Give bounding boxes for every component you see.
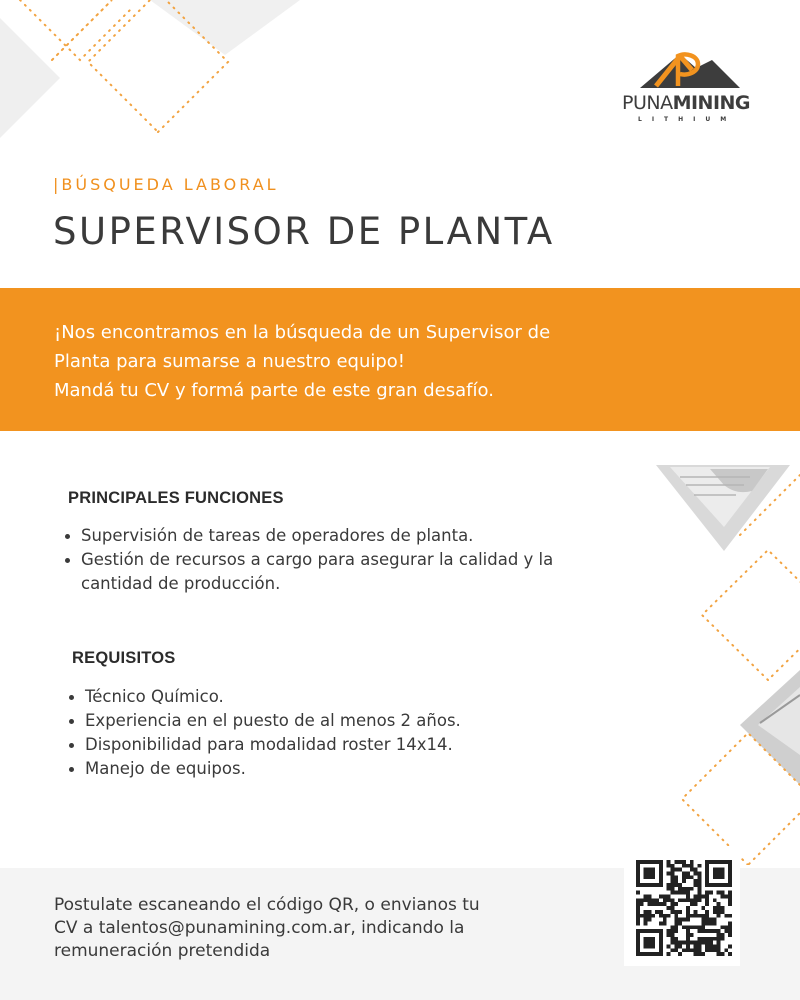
logo-word-mining: MINING — [672, 92, 751, 114]
intro-text — [54, 318, 754, 405]
list-item: Manejo de equipos. — [58, 757, 598, 781]
header-decoration — [0, 0, 330, 140]
intro-line-3: Mandá tu CV y formá parte de este gran desafío. — [54, 380, 494, 401]
page-title: SUPERVISOR DE PLANTA — [53, 210, 555, 253]
punamining-logo — [622, 46, 751, 126]
list-item: Gestión de recursos a cargo para asegurar la calidad y la cantidad de producción. — [54, 548, 624, 596]
eyebrow-label: |BÚSQUEDA LABORAL — [53, 175, 279, 194]
qr-card[interactable] — [624, 846, 740, 966]
intro-line-1: ¡Nos encontramos en la búsqueda de un Supervisor de — [54, 322, 551, 343]
footer-line-3: remuneración pretendida — [54, 941, 271, 961]
logo-wordmark — [622, 92, 751, 114]
funciones-list — [54, 524, 624, 596]
logo-subtitle: LITHIUM — [638, 116, 737, 123]
photo-diamond-top — [656, 465, 790, 551]
footer-line-1: Postulate escaneando el código QR, o envianos tu — [54, 895, 480, 915]
list-item: Disponibilidad para modalidad roster 14x14. — [58, 733, 598, 757]
requisitos-list — [58, 685, 598, 781]
mountain-logo-icon — [622, 46, 746, 92]
funciones-heading: PRINCIPALES FUNCIONES — [68, 489, 284, 507]
qr-code-icon[interactable] — [636, 860, 732, 956]
gray-triangle-left — [0, 18, 60, 138]
footer-line-2: CV a talentos@punamining.com.ar, indicando la — [54, 918, 465, 938]
intro-banner — [0, 288, 800, 431]
dotted-line-2 — [20, 0, 130, 60]
list-item: Experiencia en el puesto de al menos 2 años. — [58, 709, 598, 733]
footer-text — [54, 894, 574, 963]
list-item: Técnico Químico. — [58, 685, 598, 709]
dotted-line-1 — [52, 0, 112, 60]
intro-line-2: Planta para sumarse a nuestro equipo! — [54, 351, 406, 372]
photo-diamond-right — [740, 670, 800, 785]
gray-triangle-top — [150, 0, 300, 55]
requisitos-heading: REQUISITOS — [72, 649, 176, 667]
logo-word-puna: PUNA — [622, 92, 673, 114]
side-decoration — [640, 455, 800, 865]
list-item: Supervisión de tareas de operadores de planta. — [54, 524, 624, 548]
dotted-diamond-2 — [702, 550, 800, 680]
